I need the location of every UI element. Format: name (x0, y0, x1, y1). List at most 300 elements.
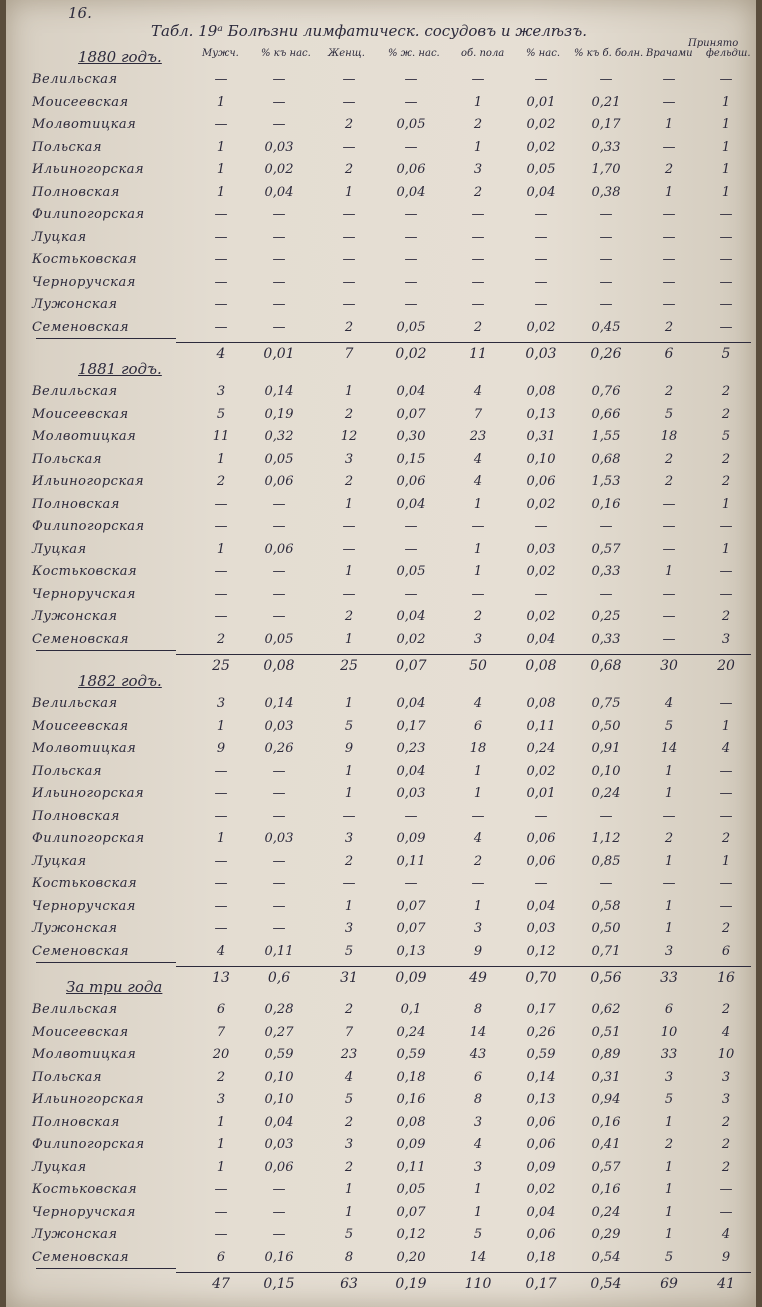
volost-name: Ильиногорская (32, 786, 145, 801)
table-cell: 1 (721, 139, 731, 155)
volost-name: Лужонская (32, 297, 118, 312)
table-cell: 0,58 (591, 898, 621, 914)
total-cell: 63 (340, 1276, 358, 1292)
table-cell: — (342, 72, 356, 87)
table-cell: — (342, 586, 356, 602)
total-rule (176, 342, 751, 343)
name-underline (36, 650, 176, 651)
table-cell: 0,03 (264, 1137, 294, 1152)
table-cell: 2 (216, 474, 226, 489)
volost-name: Луцкая (32, 853, 87, 869)
total-cell: 4 (216, 346, 226, 362)
table-cell: 0,06 (526, 1227, 556, 1242)
table-cell: — (599, 586, 613, 602)
section-year-heading: За три года (66, 978, 163, 996)
table-cell: 1 (216, 541, 226, 557)
table-cell: 0,13 (526, 406, 556, 422)
header-doctors: Врачами (646, 48, 693, 59)
volost-name: Луцкая (32, 541, 87, 557)
table-cell: 0,16 (591, 496, 621, 512)
table-cell: 9 (216, 741, 226, 756)
table-cell: 0,94 (591, 1092, 621, 1107)
table-cell: 2 (344, 1159, 354, 1175)
table-cell: 8 (473, 1092, 483, 1107)
table-cell: 0,10 (526, 451, 556, 467)
table-cell: 4 (473, 384, 483, 399)
table-cell: 8 (473, 1002, 483, 1017)
table-row (6, 295, 756, 317)
table-cell: — (719, 274, 733, 290)
table-cell: — (662, 207, 676, 222)
total-cell: 16 (717, 970, 735, 986)
table-row (6, 1203, 756, 1225)
table-cell: — (719, 898, 733, 914)
table-cell: 1 (473, 898, 483, 914)
table-cell: 3 (473, 921, 483, 936)
table-row (6, 1248, 756, 1270)
table-cell: — (272, 1227, 286, 1242)
table-cell: — (662, 541, 676, 557)
table-cell: — (404, 139, 418, 155)
table-cell: — (342, 541, 356, 557)
table-cell: 0,16 (591, 1114, 621, 1130)
table-cell: 0,59 (396, 1047, 426, 1062)
table-cell: 0,04 (264, 1114, 294, 1130)
table-cell: 3 (721, 631, 731, 647)
table-cell: 0,76 (591, 384, 621, 399)
table-row (6, 495, 756, 517)
table-cell: 4 (216, 943, 226, 959)
table-cell: 0,54 (591, 1249, 621, 1265)
table-cell: 2 (473, 609, 483, 624)
total-cell: 11 (469, 346, 487, 362)
table-cell: 1 (721, 162, 731, 177)
table-cell: 10 (660, 1024, 678, 1040)
table-cell: — (662, 297, 676, 312)
table-cell: 3 (216, 384, 226, 399)
table-cell: — (214, 1227, 228, 1242)
table-cell: — (272, 207, 286, 222)
table-cell: 1 (473, 1182, 483, 1197)
page-number: 16. (68, 4, 92, 22)
table-cell: — (272, 297, 286, 312)
volost-name: Полновская (32, 184, 120, 200)
table-cell: — (719, 1204, 733, 1220)
volost-name: Филипогорская (32, 519, 145, 534)
table-cell: 3 (344, 1137, 354, 1152)
table-cell: — (404, 519, 418, 534)
table-cell: — (214, 853, 228, 869)
header-accepted: Принято (688, 38, 739, 49)
total-cell: 33 (660, 970, 678, 986)
table-cell: — (599, 72, 613, 87)
table-row (6, 472, 756, 494)
ledger-page (6, 0, 756, 1307)
table-cell: 4 (721, 1024, 731, 1040)
table-cell: 0,31 (591, 1069, 621, 1085)
header-women-pct: % ж. нас. (388, 48, 440, 59)
volost-name: Ильиногорская (32, 162, 145, 177)
table-cell: 0,06 (526, 831, 556, 846)
table-cell: — (662, 274, 676, 290)
name-underline (36, 338, 176, 339)
table-row (6, 250, 756, 272)
volost-name: Лужонская (32, 1227, 118, 1242)
table-cell: — (662, 631, 676, 647)
table-cell: 0,59 (264, 1047, 294, 1062)
table-cell: 2 (664, 831, 674, 846)
table-cell: 0,28 (264, 1002, 294, 1017)
total-cell: 0,08 (525, 658, 557, 674)
table-cell: 4 (473, 1137, 483, 1152)
table-cell: 2 (344, 162, 354, 177)
total-cell: 7 (344, 346, 354, 362)
volost-name: Моисеевская (32, 406, 129, 422)
table-cell: 0,12 (396, 1227, 426, 1242)
table-cell: — (662, 586, 676, 602)
table-cell: 4 (344, 1069, 354, 1085)
table-cell: — (214, 808, 228, 824)
table-cell: 0,03 (264, 718, 294, 734)
table-cell: 3 (664, 1069, 674, 1085)
table-cell: 0,05 (264, 631, 294, 647)
table-cell: 1 (473, 564, 483, 579)
table-cell: 0,02 (526, 763, 556, 779)
table-cell: 5 (664, 1249, 674, 1265)
table-cell: — (599, 876, 613, 891)
table-cell: 1 (473, 786, 483, 801)
table-cell: — (471, 876, 485, 891)
table-cell: 0,33 (591, 564, 621, 579)
volost-name: Велильская (32, 1002, 118, 1017)
table-cell: 5 (664, 1092, 674, 1107)
table-cell: — (272, 274, 286, 290)
volost-name: Черноручская (32, 1204, 136, 1220)
table-cell: 0,05 (396, 564, 426, 579)
table-cell: — (272, 1204, 286, 1220)
table-cell: 1 (344, 763, 354, 779)
table-cell: — (471, 274, 485, 290)
table-cell: 0,08 (396, 1114, 426, 1130)
section-year-heading: 1882 годъ. (78, 672, 162, 690)
table-cell: 0,16 (591, 1182, 621, 1197)
table-cell: 0,03 (396, 786, 426, 801)
table-cell: 6 (473, 1069, 483, 1085)
table-row (6, 897, 756, 919)
table-cell: 14 (469, 1249, 487, 1265)
table-row (6, 919, 756, 941)
table-cell: 8 (344, 1249, 354, 1265)
total-cell: 0,17 (525, 1276, 557, 1292)
table-cell: 5 (664, 718, 674, 734)
total-cell: 0,68 (590, 658, 622, 674)
table-row (6, 762, 756, 784)
table-cell: — (342, 519, 356, 534)
table-cell: 0,16 (396, 1092, 426, 1107)
table-cell: 0,14 (264, 696, 294, 711)
volost-name: Ильиногорская (32, 1092, 145, 1107)
table-cell: 1 (344, 496, 354, 512)
table-cell: 23 (340, 1047, 358, 1062)
table-cell: 0,02 (526, 564, 556, 579)
table-cell: — (404, 207, 418, 222)
table-row (6, 1000, 756, 1022)
table-cell: 1 (216, 94, 226, 110)
volost-name: Полновская (32, 1114, 120, 1130)
table-cell: — (662, 94, 676, 110)
table-row (6, 784, 756, 806)
table-cell: 1,55 (591, 429, 621, 444)
table-cell: — (214, 1204, 228, 1220)
table-cell: — (214, 496, 228, 512)
table-cell: 0,07 (396, 1204, 426, 1220)
table-cell: 2 (344, 117, 354, 132)
header-both: об. пола (461, 48, 505, 59)
table-cell: — (662, 139, 676, 155)
total-cell: 0,19 (395, 1276, 427, 1292)
table-cell: 3 (344, 831, 354, 846)
table-cell: 1 (721, 496, 731, 512)
table-cell: 0,01 (526, 786, 556, 801)
table-cell: 4 (664, 696, 674, 711)
table-cell: 0,04 (396, 763, 426, 779)
table-cell: 0,06 (526, 853, 556, 869)
table-cell: 0,04 (396, 496, 426, 512)
table-cell: — (662, 519, 676, 534)
table-cell: 0,05 (264, 451, 294, 467)
table-cell: 0,09 (526, 1159, 556, 1175)
header-nas-pct: % нас. (526, 48, 561, 59)
volost-name: Филипогорская (32, 1137, 145, 1152)
table-cell: — (404, 274, 418, 290)
table-cell: — (272, 72, 286, 87)
table-cell: — (214, 274, 228, 290)
volost-name: Лужонская (32, 609, 118, 624)
table-cell: 2 (473, 853, 483, 869)
table-cell: 1 (664, 921, 674, 936)
table-cell: 1 (721, 718, 731, 734)
table-cell: 5 (344, 1227, 354, 1242)
table-cell: 0,06 (264, 541, 294, 557)
table-cell: 0,71 (591, 943, 621, 959)
table-cell: — (719, 519, 733, 534)
table-cell: 3 (664, 943, 674, 959)
table-cell: 2 (721, 406, 731, 422)
table-cell: 1 (344, 696, 354, 711)
table-cell: 0,10 (264, 1092, 294, 1107)
table-cell: 2 (721, 474, 731, 489)
table-cell: 5 (721, 429, 731, 444)
table-cell: 4 (721, 741, 731, 756)
table-cell: — (404, 72, 418, 87)
table-cell: 23 (469, 429, 487, 444)
table-cell: 4 (473, 451, 483, 467)
table-cell: 0,04 (396, 609, 426, 624)
table-cell: 9 (344, 741, 354, 756)
table-cell: 1 (216, 184, 226, 200)
table-cell: — (342, 876, 356, 891)
header-feldsher: фельдш. (706, 48, 751, 59)
table-cell: 3 (473, 1114, 483, 1130)
table-cell: 1 (216, 451, 226, 467)
table-cell: — (719, 808, 733, 824)
table-cell: 3 (721, 1092, 731, 1107)
table-cell: — (214, 207, 228, 222)
table-cell: 0,10 (264, 1069, 294, 1085)
table-cell: 2 (216, 631, 226, 647)
table-cell: 0,04 (396, 384, 426, 399)
table-row (6, 585, 756, 607)
table-cell: 1 (664, 1227, 674, 1242)
table-cell: — (471, 519, 485, 534)
table-cell: 3 (344, 921, 354, 936)
table-cell: 10 (717, 1047, 735, 1062)
table-cell: 7 (344, 1024, 354, 1040)
table-cell: — (662, 876, 676, 891)
total-cell: 0,08 (263, 658, 295, 674)
table-cell: 0,03 (264, 139, 294, 155)
total-cell: 0,07 (395, 658, 427, 674)
volost-name: Лужонская (32, 921, 118, 936)
table-cell: 0,17 (591, 117, 621, 132)
table-cell: 0,02 (526, 609, 556, 624)
table-cell: 18 (660, 429, 678, 444)
table-row (6, 273, 756, 295)
header-men-pct: % къ нас. (261, 48, 311, 59)
table-cell: 1 (721, 184, 731, 200)
volost-name: Молвотицкая (32, 429, 137, 444)
table-cell: — (719, 763, 733, 779)
table-cell: — (471, 252, 485, 267)
table-cell: — (272, 519, 286, 534)
table-cell: 0,89 (591, 1047, 621, 1062)
table-cell: 1 (664, 117, 674, 132)
table-cell: 0,30 (396, 429, 426, 444)
total-cell: 31 (340, 970, 358, 986)
table-cell: 1 (473, 763, 483, 779)
table-cell: — (719, 876, 733, 891)
table-cell: 2 (344, 474, 354, 489)
table-cell: 0,50 (591, 718, 621, 734)
table-cell: 0,57 (591, 541, 621, 557)
table-cell: 2 (721, 1114, 731, 1130)
table-row (6, 562, 756, 584)
table-cell: 1 (664, 786, 674, 801)
table-row (6, 630, 756, 652)
table-row (6, 405, 756, 427)
total-row (6, 1274, 756, 1296)
table-cell: — (272, 496, 286, 512)
table-cell: — (342, 297, 356, 312)
table-cell: 7 (473, 406, 483, 422)
table-cell: 5 (216, 406, 226, 422)
table-cell: — (471, 297, 485, 312)
table-cell: 0,15 (396, 451, 426, 467)
table-cell: 0,05 (396, 117, 426, 132)
table-cell: 0,04 (526, 631, 556, 647)
table-cell: 0,02 (526, 496, 556, 512)
table-cell: 2 (344, 406, 354, 422)
table-cell: 11 (212, 429, 230, 444)
volost-name: Филипогорская (32, 831, 145, 846)
table-cell: 0,24 (591, 1204, 621, 1220)
table-cell: 2 (473, 319, 483, 335)
volost-name: Костьковская (32, 564, 138, 579)
table-cell: 1 (664, 1204, 674, 1220)
table-cell: — (404, 252, 418, 267)
total-rule (176, 966, 751, 967)
table-cell: — (214, 1182, 228, 1197)
table-cell: — (272, 1182, 286, 1197)
table-cell: 0,68 (591, 451, 621, 467)
table-cell: 2 (664, 451, 674, 467)
table-cell: — (342, 229, 356, 245)
table-row (6, 427, 756, 449)
table-cell: — (214, 319, 228, 335)
table-cell: — (272, 94, 286, 110)
table-cell: 0,23 (396, 741, 426, 756)
table-cell: 0,03 (526, 541, 556, 557)
table-cell: — (599, 252, 613, 267)
total-cell: 0,01 (263, 346, 295, 362)
table-cell: — (534, 72, 548, 87)
table-cell: 0,24 (396, 1024, 426, 1040)
table-cell: 0,05 (396, 1182, 426, 1197)
table-cell: 6 (664, 1002, 674, 1017)
table-cell: — (534, 207, 548, 222)
table-cell: 14 (469, 1024, 487, 1040)
table-cell: 2 (721, 831, 731, 846)
table-cell: 14 (660, 741, 678, 756)
table-cell: 0,04 (264, 184, 294, 200)
table-cell: — (272, 763, 286, 779)
table-row (6, 115, 756, 137)
volost-name: Моисеевская (32, 94, 129, 110)
table-cell: 1,12 (591, 831, 621, 846)
table-cell: 3 (473, 162, 483, 177)
table-cell: — (214, 898, 228, 914)
table-cell: 4 (473, 831, 483, 846)
table-cell: 0,02 (526, 1182, 556, 1197)
table-cell: — (719, 1182, 733, 1197)
table-cell: — (719, 786, 733, 801)
table-cell: 1 (664, 763, 674, 779)
volost-name: Польская (32, 1069, 102, 1085)
table-cell: — (599, 808, 613, 824)
total-cell: 25 (212, 658, 230, 674)
table-cell: 0,04 (526, 184, 556, 200)
total-cell: 0,54 (590, 1276, 622, 1292)
table-cell: 0,14 (526, 1069, 556, 1085)
volost-name: Семеновская (32, 1249, 129, 1265)
table-row (6, 450, 756, 472)
table-cell: — (342, 139, 356, 155)
section-year-heading: 1880 годъ. (78, 48, 162, 66)
table-cell: — (662, 229, 676, 245)
table-cell: 0,02 (526, 117, 556, 132)
table-cell: 0,57 (591, 1159, 621, 1175)
table-cell: 1 (664, 184, 674, 200)
table-cell: 2 (664, 474, 674, 489)
table-cell: — (214, 519, 228, 534)
table-cell: 9 (721, 1249, 731, 1265)
table-row (6, 807, 756, 829)
table-cell: 0,91 (591, 741, 621, 756)
table-cell: — (404, 876, 418, 891)
table-cell: 1 (344, 1204, 354, 1220)
table-cell: 5 (473, 1227, 483, 1242)
total-cell: 41 (717, 1276, 735, 1292)
